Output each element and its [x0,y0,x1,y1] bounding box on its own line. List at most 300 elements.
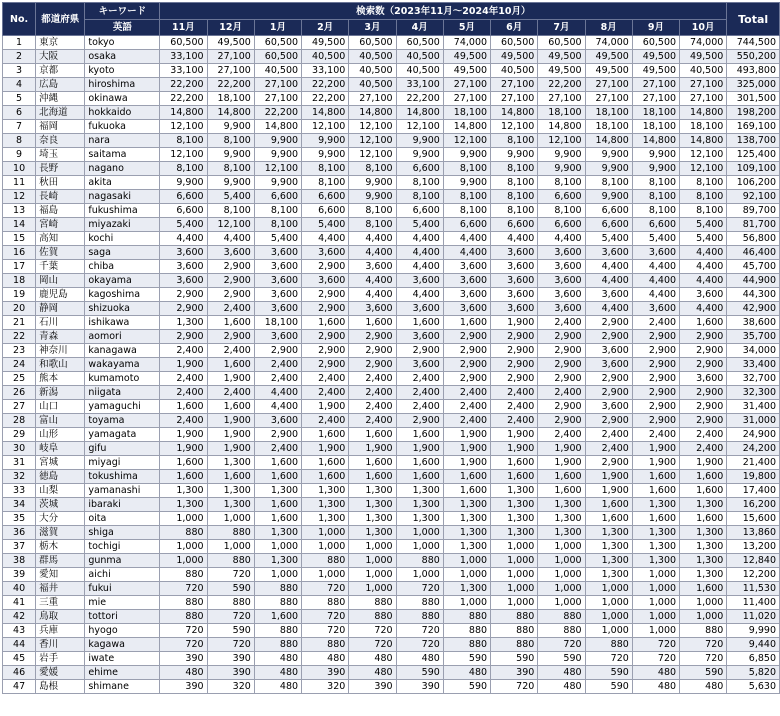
month-value-cell: 12,100 [680,162,727,176]
table-row [3,92,780,106]
month-value-cell: 1,900 [680,456,727,470]
prefecture-cell: 三重 [36,596,85,610]
month-value-cell: 3,600 [396,358,443,372]
month-value-cell: 2,900 [491,344,538,358]
month-value-cell: 1,300 [538,512,585,526]
month-value-cell: 3,600 [254,246,301,260]
month-value-cell: 18,100 [632,106,679,120]
prefecture-cell: 長野 [36,162,85,176]
month-value-cell: 880 [207,554,254,568]
month-value-cell: 880 [207,596,254,610]
month-value-cell: 9,900 [396,148,443,162]
month-value-cell: 18,100 [585,120,632,134]
month-value-cell: 1,300 [396,484,443,498]
month-value-cell: 33,100 [302,64,349,78]
prefecture-cell: 静岡 [36,302,85,316]
month-value-cell: 720 [680,652,727,666]
rank-cell: 35 [3,512,36,526]
month-value-cell: 2,400 [349,400,396,414]
month-value-cell: 8,100 [443,190,490,204]
month-value-cell: 880 [207,526,254,540]
keyword-cell: yamaguchi [85,400,160,414]
month-value-cell: 8,100 [632,190,679,204]
month-value-cell: 2,900 [254,428,301,442]
month-value-cell: 12,100 [680,148,727,162]
prefecture-cell: 高知 [36,232,85,246]
month-value-cell: 3,600 [585,400,632,414]
month-value-cell: 2,400 [632,428,679,442]
month-value-cell: 14,800 [491,106,538,120]
month-value-cell: 14,800 [302,106,349,120]
month-value-cell: 480 [680,680,727,694]
month-value-cell: 2,900 [207,288,254,302]
month-value-cell: 3,600 [491,246,538,260]
month-value-cell: 2,900 [632,344,679,358]
month-value-cell: 1,000 [349,582,396,596]
month-value-cell: 27,100 [254,78,301,92]
month-value-cell: 1,300 [302,484,349,498]
month-value-cell: 8,100 [254,204,301,218]
total-cell: 106,200 [727,176,780,190]
month-value-cell: 1,000 [632,624,679,638]
month-value-cell: 1,600 [443,470,490,484]
keyword-cell: aomori [85,330,160,344]
month-value-cell: 1,000 [160,540,207,554]
table-row [3,484,780,498]
month-value-cell: 880 [443,638,490,652]
month-value-cell: 1,300 [491,484,538,498]
keyword-cell: tochigi [85,540,160,554]
month-value-cell: 1,000 [538,582,585,596]
month-value-cell: 1,000 [254,568,301,582]
month-value-cell: 480 [254,680,301,694]
total-cell: 744,500 [727,36,780,50]
rank-cell: 7 [3,120,36,134]
month-value-cell: 18,100 [585,106,632,120]
keyword-cell: yamanashi [85,484,160,498]
table-row [3,372,780,386]
month-value-cell: 1,300 [585,540,632,554]
month-value-cell: 1,600 [538,484,585,498]
month-value-cell: 1,900 [443,456,490,470]
total-cell: 493,800 [727,64,780,78]
month-value-cell: 8,100 [632,176,679,190]
rank-cell: 41 [3,596,36,610]
total-cell: 16,200 [727,498,780,512]
rank-cell: 18 [3,274,36,288]
month-value-cell: 12,100 [349,120,396,134]
total-cell: 9,990 [727,624,780,638]
month-value-cell: 880 [254,596,301,610]
month-value-cell: 12,100 [160,148,207,162]
month-value-cell: 1,000 [349,540,396,554]
keyword-cell: hyogo [85,624,160,638]
month-value-cell: 1,000 [585,610,632,624]
month-value-cell: 1,000 [349,568,396,582]
rank-cell: 1 [3,36,36,50]
month-value-cell: 720 [207,610,254,624]
keyword-cell: fukuoka [85,120,160,134]
month-value-cell: 4,400 [396,246,443,260]
month-value-cell: 390 [160,680,207,694]
table-row [3,498,780,512]
month-value-cell: 1,000 [349,554,396,568]
table-row [3,512,780,526]
total-cell: 198,200 [727,106,780,120]
month-value-cell: 40,500 [254,64,301,78]
rank-cell: 8 [3,134,36,148]
month-value-cell: 1,900 [538,442,585,456]
month-value-cell: 2,400 [160,414,207,428]
month-value-cell: 3,600 [160,246,207,260]
month-value-cell: 1,900 [160,358,207,372]
month-value-cell: 8,100 [443,162,490,176]
month-value-cell: 2,400 [254,358,301,372]
rank-cell: 37 [3,540,36,554]
rank-cell: 10 [3,162,36,176]
total-cell: 42,900 [727,302,780,316]
month-value-cell: 2,900 [491,330,538,344]
month-value-cell: 720 [302,624,349,638]
month-value-cell: 1,000 [632,568,679,582]
rank-cell: 39 [3,568,36,582]
month-value-cell: 9,900 [254,148,301,162]
month-value-cell: 2,900 [302,344,349,358]
month-value-cell: 6,600 [585,204,632,218]
keyword-cell: okinawa [85,92,160,106]
rank-cell: 47 [3,680,36,694]
month-value-cell: 480 [538,666,585,680]
month-value-cell: 40,500 [396,50,443,64]
month-value-cell: 880 [585,638,632,652]
month-value-cell: 27,100 [632,92,679,106]
prefecture-cell: 沖縄 [36,92,85,106]
month-value-cell: 1,000 [491,540,538,554]
month-value-cell: 40,500 [396,64,443,78]
month-value-cell: 1,600 [538,470,585,484]
month-value-cell: 1,300 [443,582,490,596]
keyword-cell: nara [85,134,160,148]
table-row [3,232,780,246]
month-value-cell: 1,300 [396,512,443,526]
total-cell: 11,020 [727,610,780,624]
month-value-cell: 22,200 [254,106,301,120]
keyword-cell: fukushima [85,204,160,218]
month-value-cell: 4,400 [632,288,679,302]
month-value-cell: 880 [491,624,538,638]
month-value-cell: 9,900 [349,176,396,190]
month-value-cell: 6,600 [302,190,349,204]
month-value-cell: 5,400 [160,218,207,232]
month-value-cell: 2,900 [680,358,727,372]
month-value-cell: 1,300 [254,526,301,540]
month-value-cell: 27,100 [585,78,632,92]
month-value-cell: 4,400 [349,232,396,246]
month-value-cell: 9,900 [396,134,443,148]
month-value-cell: 1,600 [207,470,254,484]
month-value-cell: 4,400 [443,246,490,260]
total-cell: 21,400 [727,456,780,470]
month-value-cell: 2,900 [538,400,585,414]
month-value-cell: 1,000 [443,596,490,610]
month-value-cell: 1,600 [302,456,349,470]
month-value-cell: 1,000 [491,568,538,582]
month-value-cell: 880 [396,610,443,624]
month-value-cell: 2,900 [585,414,632,428]
month-value-cell: 1,300 [160,316,207,330]
month-value-cell: 2,900 [538,414,585,428]
month-value-cell: 880 [160,596,207,610]
month-value-cell: 3,600 [160,260,207,274]
month-value-cell: 2,900 [538,344,585,358]
table-row [3,442,780,456]
header-month: 2月 [302,20,349,36]
month-value-cell: 14,800 [349,106,396,120]
month-value-cell: 4,400 [443,232,490,246]
month-value-cell: 2,900 [585,316,632,330]
month-value-cell: 1,000 [302,568,349,582]
rank-cell: 40 [3,582,36,596]
prefecture-cell: 山梨 [36,484,85,498]
month-value-cell: 5,400 [680,218,727,232]
prefecture-cell: 香川 [36,638,85,652]
month-value-cell: 27,100 [585,92,632,106]
month-value-cell: 1,300 [680,540,727,554]
month-value-cell: 9,900 [254,134,301,148]
month-value-cell: 49,500 [491,50,538,64]
table-row [3,666,780,680]
rank-cell: 36 [3,526,36,540]
month-value-cell: 1,000 [632,610,679,624]
month-value-cell: 2,400 [443,386,490,400]
month-value-cell: 1,300 [396,498,443,512]
prefecture-cell: 神奈川 [36,344,85,358]
month-value-cell: 9,900 [538,162,585,176]
month-value-cell: 3,600 [254,260,301,274]
month-value-cell: 1,600 [207,358,254,372]
prefecture-cell: 茨城 [36,498,85,512]
month-value-cell: 880 [396,554,443,568]
month-value-cell: 1,300 [680,526,727,540]
table-row [3,288,780,302]
keyword-cell: mie [85,596,160,610]
month-value-cell: 1,900 [491,442,538,456]
month-value-cell: 6,600 [538,218,585,232]
month-value-cell: 1,300 [302,512,349,526]
month-value-cell: 4,400 [585,302,632,316]
month-value-cell: 27,100 [443,92,490,106]
month-value-cell: 2,900 [349,344,396,358]
month-value-cell: 1,600 [396,428,443,442]
month-value-cell: 3,600 [207,246,254,260]
month-value-cell: 590 [585,680,632,694]
month-value-cell: 2,900 [160,288,207,302]
month-value-cell: 27,100 [491,92,538,106]
keyword-cell: miyazaki [85,218,160,232]
month-value-cell: 60,500 [254,50,301,64]
month-value-cell: 480 [538,680,585,694]
month-value-cell: 33,100 [160,50,207,64]
month-value-cell: 18,100 [632,120,679,134]
month-value-cell: 8,100 [443,204,490,218]
header-month: 3月 [349,20,396,36]
table-row [3,568,780,582]
header-month: 12月 [207,20,254,36]
month-value-cell: 390 [160,652,207,666]
header-keyword-group: キーワード [85,3,160,20]
month-value-cell: 27,100 [680,78,727,92]
keyword-cell: tottori [85,610,160,624]
total-cell: 19,800 [727,470,780,484]
header-month: 6月 [491,20,538,36]
month-value-cell: 880 [349,610,396,624]
month-value-cell: 1,900 [207,428,254,442]
month-value-cell: 9,900 [207,148,254,162]
table-row [3,246,780,260]
month-value-cell: 40,500 [349,64,396,78]
keyword-cell: miyagi [85,456,160,470]
table-body [3,36,780,694]
table-row [3,148,780,162]
keyword-cell: okayama [85,274,160,288]
month-value-cell: 1,300 [491,498,538,512]
keyword-cell: gifu [85,442,160,456]
month-value-cell: 27,100 [632,78,679,92]
month-value-cell: 5,400 [207,190,254,204]
prefecture-cell: 埼玉 [36,148,85,162]
month-value-cell: 1,600 [254,498,301,512]
rank-cell: 26 [3,386,36,400]
ranking-table-container [2,2,780,694]
month-value-cell: 5,400 [396,218,443,232]
month-value-cell: 590 [207,624,254,638]
total-cell: 550,200 [727,50,780,64]
month-value-cell: 2,900 [349,330,396,344]
prefecture-cell: 熊本 [36,372,85,386]
month-value-cell: 8,100 [491,176,538,190]
month-value-cell: 1,900 [443,428,490,442]
month-value-cell: 480 [302,652,349,666]
month-value-cell: 3,600 [396,274,443,288]
month-value-cell: 9,900 [443,148,490,162]
total-cell: 169,100 [727,120,780,134]
keyword-cell: shizuoka [85,302,160,316]
total-cell: 81,700 [727,218,780,232]
month-value-cell: 1,900 [207,372,254,386]
month-value-cell: 720 [302,610,349,624]
table-row [3,106,780,120]
month-value-cell: 3,600 [443,302,490,316]
month-value-cell: 1,000 [302,540,349,554]
month-value-cell: 9,900 [207,120,254,134]
month-value-cell: 4,400 [632,260,679,274]
month-value-cell: 1,900 [302,442,349,456]
month-value-cell: 1,300 [632,498,679,512]
month-value-cell: 8,100 [349,204,396,218]
month-value-cell: 880 [302,596,349,610]
month-value-cell: 8,100 [585,176,632,190]
month-value-cell: 4,400 [160,232,207,246]
month-value-cell: 3,600 [443,274,490,288]
table-row [3,582,780,596]
month-value-cell: 1,600 [207,316,254,330]
month-value-cell: 14,800 [680,134,727,148]
month-value-cell: 2,900 [680,414,727,428]
month-value-cell: 1,300 [538,498,585,512]
month-value-cell: 880 [396,596,443,610]
month-value-cell: 1,300 [160,484,207,498]
month-value-cell: 2,400 [491,414,538,428]
month-value-cell: 720 [160,624,207,638]
month-value-cell: 1,300 [349,512,396,526]
month-value-cell: 14,800 [680,106,727,120]
month-value-cell: 3,600 [538,302,585,316]
prefecture-cell: 山形 [36,428,85,442]
month-value-cell: 480 [396,652,443,666]
month-value-cell: 8,100 [302,162,349,176]
month-value-cell: 2,900 [160,330,207,344]
month-value-cell: 590 [538,652,585,666]
prefecture-cell: 兵庫 [36,624,85,638]
month-value-cell: 880 [160,610,207,624]
month-value-cell: 40,500 [349,78,396,92]
month-value-cell: 2,400 [302,414,349,428]
month-value-cell: 6,600 [396,204,443,218]
month-value-cell: 1,000 [585,596,632,610]
month-value-cell: 1,600 [585,498,632,512]
prefecture-cell: 鳥取 [36,610,85,624]
table-row [3,120,780,134]
month-value-cell: 1,600 [632,512,679,526]
month-value-cell: 1,300 [491,512,538,526]
total-cell: 44,300 [727,288,780,302]
month-value-cell: 2,900 [538,330,585,344]
rank-cell: 16 [3,246,36,260]
month-value-cell: 8,100 [207,162,254,176]
keyword-cell: kumamoto [85,372,160,386]
month-value-cell: 2,900 [680,344,727,358]
keyword-cell: kagoshima [85,288,160,302]
month-value-cell: 880 [349,596,396,610]
month-value-cell: 1,300 [680,568,727,582]
prefecture-cell: 島根 [36,680,85,694]
month-value-cell: 3,600 [538,274,585,288]
keyword-cell: niigata [85,386,160,400]
rank-cell: 12 [3,190,36,204]
month-value-cell: 1,300 [443,512,490,526]
month-value-cell: 12,100 [491,120,538,134]
month-value-cell: 8,100 [538,176,585,190]
month-value-cell: 590 [443,680,490,694]
month-value-cell: 9,900 [632,148,679,162]
month-value-cell: 2,900 [491,372,538,386]
month-value-cell: 22,200 [302,78,349,92]
month-value-cell: 1,300 [349,484,396,498]
month-value-cell: 3,600 [396,302,443,316]
month-value-cell: 4,400 [585,274,632,288]
rank-cell: 43 [3,624,36,638]
month-value-cell: 2,900 [632,386,679,400]
month-value-cell: 14,800 [585,134,632,148]
month-value-cell: 2,900 [443,358,490,372]
table-row [3,64,780,78]
month-value-cell: 480 [349,666,396,680]
month-value-cell: 1,600 [680,512,727,526]
month-value-cell: 1,300 [254,484,301,498]
month-value-cell: 1,900 [585,470,632,484]
month-value-cell: 1,600 [680,484,727,498]
month-value-cell: 1,600 [632,470,679,484]
